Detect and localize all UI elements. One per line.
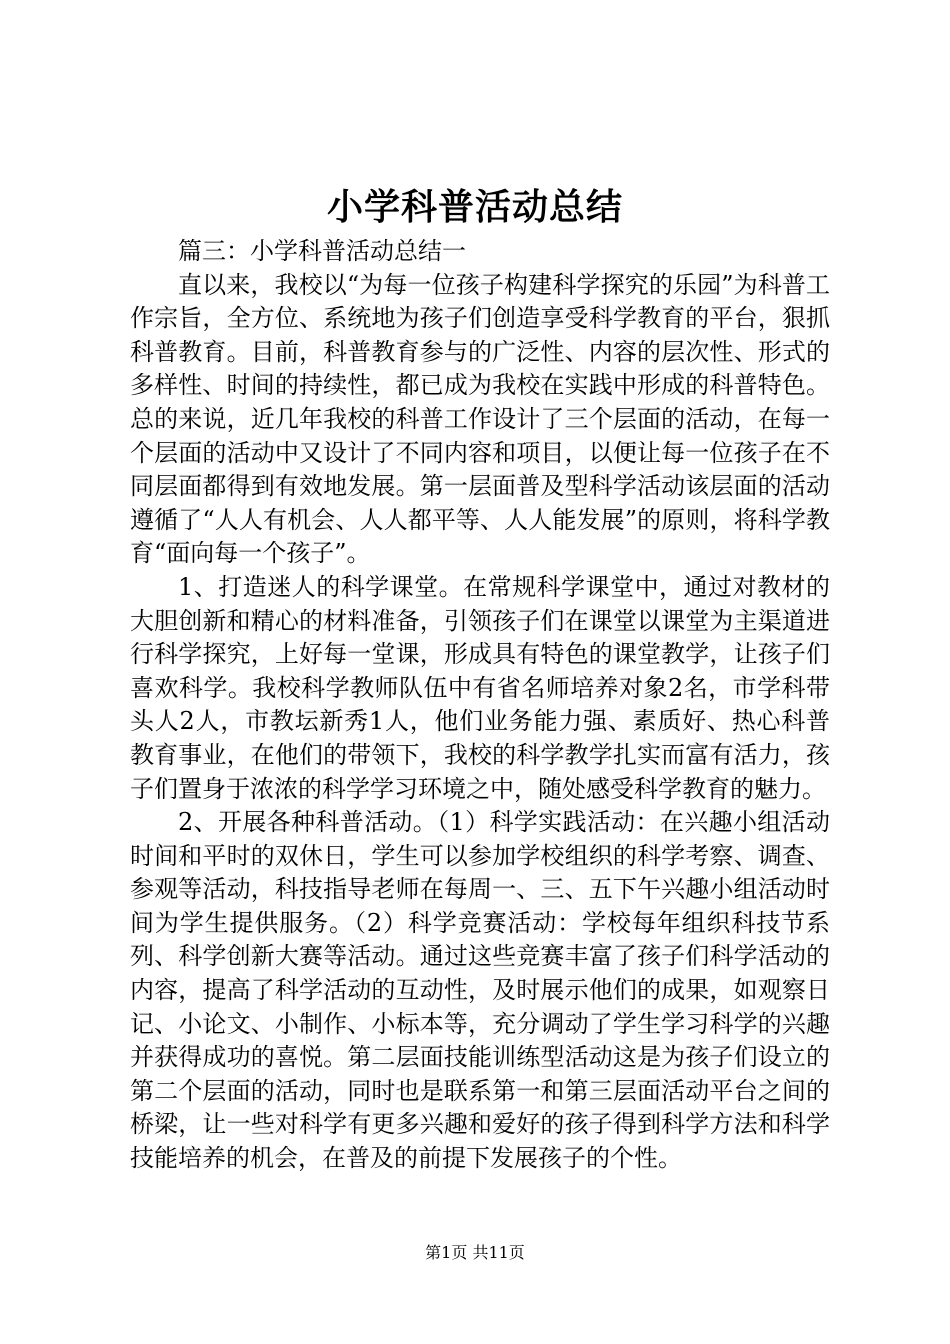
section-heading: 篇三：小学科普活动总结一: [178, 237, 466, 265]
page-footer: 第1页 共11页: [425, 1243, 525, 1262]
document-body: [130, 235, 830, 1176]
paragraph-item-2: 2、开展各种科普活动。（1）科学实践活动：在兴趣小组活动时间和平时的双休日，学生可以参加学校组织的科学考察、调查、参观等活动，科技指导老师在每周一、三、五下午兴趣小组活动时间为学生提供服务。（2）科学竞赛活动：学校每年组织科技节系列、科学创新大赛等活动。通过这些竞赛丰富了孩子们科学活动的内容，提高了科学活动的互动性，及时展示他们的成果，如观察日记、小论文、小制作、小标本等，充分调动了学生学习科学的兴趣并获得成功的喜悦。第二层面技能训练型活动这是为孩子们设立的第二个层面的活动，同时也是联系第一和第三层面活动平台之间的桥梁，让一些对科学有更多兴趣和爱好的孩子得到科学方法和科学技能培养的机会，在普及的前提下发展孩子的个性。: [130, 808, 830, 1173]
paragraph-item-1: 1、打造迷人的科学课堂。在常规科学课堂中，通过对教材的大胆创新和精心的材料准备，引领孩子们在课堂以课堂为主渠道进行科学探究，上好每一堂课，形成具有特色的课堂教学，让孩子们喜欢科学。我校科学教师队伍中有省名师培养对象2名，市学科带头人2人，市教坛新秀1人，他们业务能力强、素质好、热心科普教育事业，在他们的带领下，我校的科学教学扎实而富有活力，孩子们置身于浓浓的科学学习环境之中，随处感受科学教育的魅力。: [130, 572, 830, 803]
paragraph-intro: 直以来，我校以“为每一位孩子构建科学探究的乐园”为科普工作宗旨，全方位、系统地为孩子们创造享受科学教育的平台，狠抓科普教育。目前，科普教育参与的广泛性、内容的层次性、形式的多样性、时间的持续性，都已成为我校在实践中形成的科普特色。总的来说，近几年我校的科普工作设计了三个层面的活动，在每一个层面的活动中又设计了不同内容和项目，以便让每一位孩子在不同层面都得到有效地发展。第一层面普及型科学活动该层面的活动遵循了“人人有机会、人人都平等、人人能发展”的原则，将科学教育“面向每一个孩子”。: [130, 270, 830, 568]
document-title: 小学科普活动总结: [326, 186, 623, 228]
